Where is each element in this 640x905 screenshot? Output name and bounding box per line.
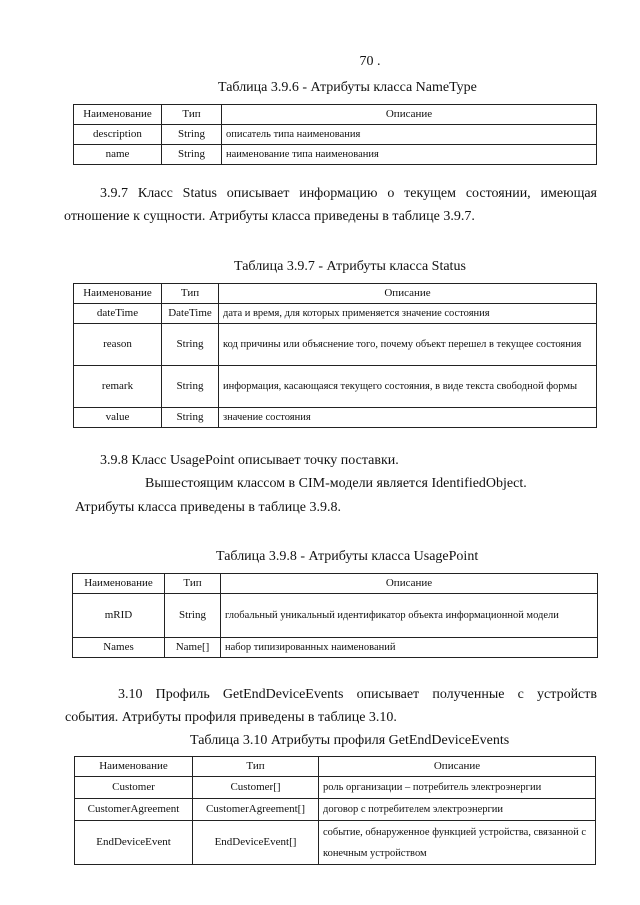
- table-row: [74, 366, 597, 408]
- table-row: [74, 145, 597, 165]
- table-3-9-6: [73, 104, 597, 165]
- paragraph-3-10-line1: 3.10 Профиль GetEndDeviceEvents описывает полученные с устройств: [118, 687, 597, 702]
- cell-name: name: [74, 145, 162, 165]
- cell-name: description: [74, 125, 162, 145]
- table-header-row: [75, 757, 596, 777]
- table-row: [73, 638, 598, 658]
- header-type: Тип: [193, 757, 319, 777]
- cell-description: событие, обнаруженное функцией устройства, связанной с конечным устройством: [319, 821, 596, 865]
- table-header-row: [74, 284, 597, 304]
- table-row: [74, 125, 597, 145]
- header-name: Наименование: [74, 284, 162, 304]
- cell-type: String: [162, 145, 222, 165]
- paragraph-3-10-line2: события. Атрибуты профиля приведены в таблице 3.10.: [65, 710, 397, 725]
- paragraph-3-9-8-line2: Вышестоящим классом в CIM-модели является IdentifiedObject.: [145, 476, 527, 491]
- table-row: [74, 324, 597, 366]
- table-row: [75, 777, 596, 799]
- cell-name: dateTime: [74, 304, 162, 324]
- cell-description: дата и время, для которых применяется значение состояния: [219, 304, 597, 324]
- table-row: [75, 799, 596, 821]
- cell-type: String: [162, 125, 222, 145]
- cell-description: информация, касающаяся текущего состояния, в виде текста свободной формы: [219, 366, 597, 408]
- cell-name: reason: [74, 324, 162, 366]
- cell-name: Names: [73, 638, 165, 658]
- table-row: [73, 594, 598, 638]
- cell-name: mRID: [73, 594, 165, 638]
- cell-type: String: [162, 324, 219, 366]
- cell-description: значение состояния: [219, 408, 597, 428]
- paragraph-3-9-7-line2: отношение к сущности. Атрибуты класса приведены в таблице 3.9.7.: [64, 209, 475, 224]
- cell-description: роль организации – потребитель электроэнергии: [319, 777, 596, 799]
- paragraph-3-9-8-line1: 3.9.8 Класс UsagePoint описывает точку поставки.: [100, 453, 399, 468]
- cell-description: описатель типа наименования: [222, 125, 597, 145]
- header-description: Описание: [319, 757, 596, 777]
- header-description: Описание: [222, 105, 597, 125]
- table-header-row: [73, 574, 598, 594]
- cell-name: CustomerAgreement: [75, 799, 193, 821]
- cell-type: String: [165, 594, 221, 638]
- cell-description: наименование типа наименования: [222, 145, 597, 165]
- table-3-10-caption: Таблица 3.10 Атрибуты профиля GetEndDeviceEvents: [190, 733, 510, 748]
- table-3-9-7: [73, 283, 597, 428]
- cell-type: EndDeviceEvent[]: [193, 821, 319, 865]
- cell-name: Customer: [75, 777, 193, 799]
- cell-name: value: [74, 408, 162, 428]
- cell-type: String: [162, 366, 219, 408]
- cell-description: код причины или объяснение того, почему объект перешел в текущее состояния: [219, 324, 597, 366]
- header-description: Описание: [221, 574, 598, 594]
- header-type: Тип: [162, 284, 219, 304]
- cell-type: CustomerAgreement[]: [193, 799, 319, 821]
- page-number: 70 .: [359, 54, 381, 69]
- table-header-row: [74, 105, 597, 125]
- table-3-9-8-caption: Таблица 3.9.8 - Атрибуты класса UsagePoint: [216, 549, 479, 564]
- cell-name: EndDeviceEvent: [75, 821, 193, 865]
- table-row: [75, 821, 596, 865]
- header-name: Наименование: [75, 757, 193, 777]
- paragraph-3-9-7-line1: 3.9.7 Класс Status описывает информацию о текущем состоянии, имеющая: [100, 186, 597, 201]
- cell-type: Customer[]: [193, 777, 319, 799]
- paragraph-3-9-8-line3: Атрибуты класса приведены в таблице 3.9.8.: [75, 500, 341, 515]
- header-type: Тип: [162, 105, 222, 125]
- header-name: Наименование: [74, 105, 162, 125]
- table-3-9-7-caption: Таблица 3.9.7 - Атрибуты класса Status: [234, 259, 466, 274]
- cell-type: String: [162, 408, 219, 428]
- cell-type: Name[]: [165, 638, 221, 658]
- table-row: [74, 304, 597, 324]
- table-row: [74, 408, 597, 428]
- cell-type: DateTime: [162, 304, 219, 324]
- cell-description: набор типизированных наименований: [221, 638, 598, 658]
- header-name: Наименование: [73, 574, 165, 594]
- header-type: Тип: [165, 574, 221, 594]
- table-3-10: [74, 756, 596, 865]
- table-3-9-8: [72, 573, 598, 658]
- cell-description: договор с потребителем электроэнергии: [319, 799, 596, 821]
- cell-name: remark: [74, 366, 162, 408]
- header-description: Описание: [219, 284, 597, 304]
- cell-description: глобальный уникальный идентификатор объекта информационной модели: [221, 594, 598, 638]
- table-3-9-6-caption: Таблица 3.9.6 - Атрибуты класса NameType: [218, 80, 477, 95]
